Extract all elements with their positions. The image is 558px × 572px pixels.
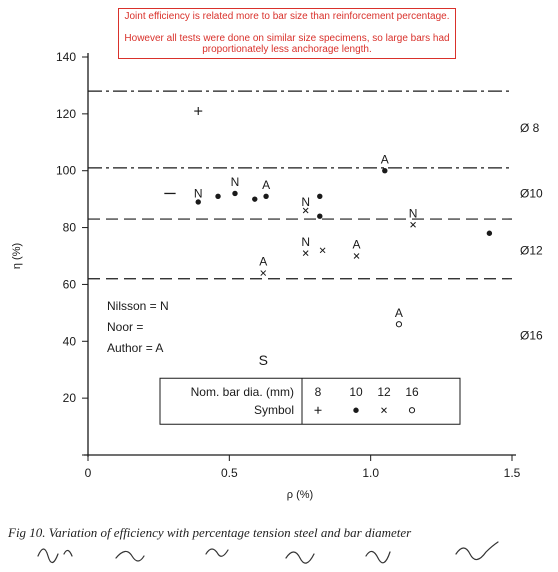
y-tick-label: 140 xyxy=(55,50,76,64)
y-tick-label: 60 xyxy=(62,277,76,292)
legend-size-10: 10 xyxy=(349,385,363,400)
band-label: Ø10 xyxy=(520,186,543,201)
y-tick-label: 40 xyxy=(62,334,76,349)
x-axis-label: ρ (%) xyxy=(286,489,314,501)
y-tick-label: 20 xyxy=(62,391,76,406)
source-letter-S: S xyxy=(258,352,268,369)
data-points xyxy=(164,107,492,327)
band-label: Ø12 xyxy=(520,243,543,258)
point-dia-8 xyxy=(194,107,202,115)
legend-size-12: 12 xyxy=(377,385,391,400)
y-tick-label: 80 xyxy=(62,220,76,235)
x-tick-label: 1.0 xyxy=(362,466,380,480)
point-dia-10 xyxy=(317,214,322,219)
source-letter-A: A xyxy=(394,305,403,320)
source-key xyxy=(107,299,169,355)
point-dia-12 xyxy=(320,248,325,253)
point-dia-16 xyxy=(396,322,401,327)
y-tick-label: 120 xyxy=(55,106,76,121)
legend-table xyxy=(160,378,460,424)
point-dia-10 xyxy=(252,196,257,201)
y-tick-label: 100 xyxy=(55,163,76,178)
source-letter-N: N xyxy=(301,234,310,249)
band-label: Ø 8 xyxy=(520,121,540,136)
source-letter-A: A xyxy=(352,237,361,252)
x-tick-label: 0 xyxy=(84,466,92,480)
key-entry: Noor = xyxy=(107,320,144,335)
point-dia-10 xyxy=(317,194,322,199)
note-line-2: However all tests were done on similar size specimens, so large bars had proportionately less anchorage length. xyxy=(124,33,450,55)
axes xyxy=(11,50,521,501)
source-letter-A: A xyxy=(380,152,389,167)
x-tick-label: 1.5 xyxy=(503,466,521,480)
point-dia-10 xyxy=(487,231,492,236)
source-letter-A: A xyxy=(262,177,271,192)
point-dia-12 xyxy=(411,222,416,227)
point-dia-10 xyxy=(263,194,268,199)
source-annotations xyxy=(194,152,417,368)
band-label: Ø16 xyxy=(520,328,543,343)
figure-caption: Fig 10. Variation of efficiency with percentage tension steel and bar diameter xyxy=(8,525,412,540)
point-dia-10 xyxy=(215,194,220,199)
source-letter-A: A xyxy=(259,254,268,269)
source-letter-N: N xyxy=(408,206,418,221)
x-tick-label: 0.5 xyxy=(220,466,238,480)
source-letter-N: N xyxy=(301,194,310,209)
point-dia-10 xyxy=(382,168,387,173)
key-entry: Nilsson = N xyxy=(107,299,169,314)
key-entry: Author = A xyxy=(107,341,164,356)
legend-row2-label: Symbol xyxy=(253,403,294,418)
note-line-1: Joint efficiency is related more to bar size than reinforcement percentage. xyxy=(124,11,450,22)
legend-row1-label: Nom. bar dia. (mm) xyxy=(190,385,294,400)
y-axis-label: η (%) xyxy=(11,242,23,270)
point-dia-12 xyxy=(261,271,266,276)
point-dia-10 xyxy=(232,191,237,196)
point-dia-12 xyxy=(303,251,308,256)
handwriting-scribble xyxy=(36,536,546,566)
point-dia-12 xyxy=(354,254,359,259)
legend-symbol-10 xyxy=(353,408,358,413)
annotation-note xyxy=(118,8,456,59)
legend-size-16: 16 xyxy=(405,385,419,400)
source-letter-N: N xyxy=(230,175,240,190)
source-letter-N: N xyxy=(193,186,203,201)
legend-size-8: 8 xyxy=(314,385,322,400)
